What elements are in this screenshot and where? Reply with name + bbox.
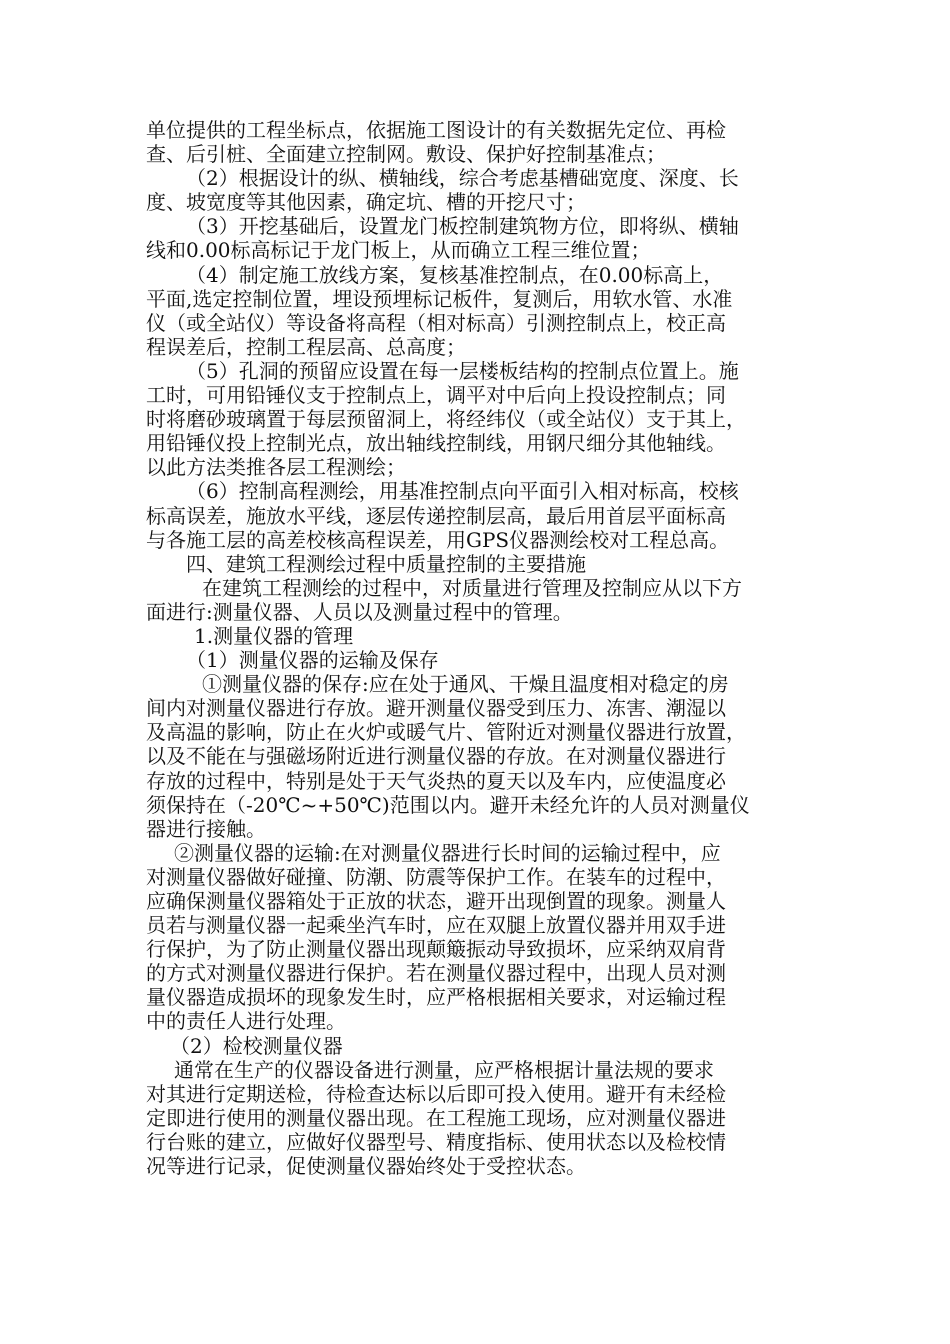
text-line: 的方式对测量仪器进行保护。若在测量仪器过程中，出现人员对测 xyxy=(146,961,726,986)
text-line: 以及不能在与强磁场附近进行测量仪器的存放。在对测量仪器进行 xyxy=(146,744,726,769)
text-line: 量仪器造成损坏的现象发生时，应严格根据相关要求，对运输过程 xyxy=(146,985,726,1010)
text-line: 行保护，为了防止测量仪器出现颠簸振动导致损坏，应采纳双肩背 xyxy=(146,937,726,962)
text-line: 员若与测量仪器一起乘坐汽车时，应在双腿上放置仪器并用双手进 xyxy=(146,913,726,938)
text-line: 器进行接触。 xyxy=(146,816,266,841)
text-line: 定即进行使用的测量仪器出现。在工程施工现场，应对测量仪器进 xyxy=(146,1105,726,1130)
text-line: 间内对测量仪器进行存放。避开测量仪器受到压力、冻害、潮湿以 xyxy=(146,696,726,721)
text-line: 通常在生产的仪器设备进行测量，应严格根据计量法规的要求 xyxy=(174,1057,714,1082)
text-line: （2）根据设计的纵、横轴线，综合考虑基槽础宽度、深度、长 xyxy=(186,166,739,191)
text-line: 程误差后，控制工程层高、总高度； xyxy=(146,334,466,359)
text-line: （6）控制高程测绘，用基准控制点向平面引入相对标高，校核 xyxy=(186,479,739,504)
text-line: 工时，可用铅锤仪支于控制点上，调平对中后向上投设控制点；同 xyxy=(146,383,726,408)
text-line: 与各施工层的高差校核高程误差，用GPS仪器测绘校对工程总高。 xyxy=(146,527,730,552)
document-body xyxy=(146,118,806,1178)
text-line: 对测量仪器做好碰撞、防潮、防震等保护工作。在装车的过程中， xyxy=(146,864,726,889)
text-line: 行台账的建立，应做好仪器型号、精度指标、使用状态以及检校情 xyxy=(146,1129,726,1154)
text-line: ①测量仪器的保存:应在处于通风、干燥且温度相对稳定的房 xyxy=(202,672,729,697)
text-line: 须保持在（-20℃~+50℃)范围以内。避开未经允许的人员对测量仪 xyxy=(146,792,750,817)
text-line: 标高误差，施放水平线，逐层传递控制层高，最后用首层平面标高 xyxy=(146,503,726,528)
text-line: 在建筑工程测绘的过程中，对质量进行管理及控制应从以下方 xyxy=(202,575,742,600)
text-line: （5）孔洞的预留应设置在每一层楼板结构的控制点位置上。施 xyxy=(186,358,739,383)
text-line: 及高温的影响，防止在火炉或暖气片、管附近对测量仪器进行放置， xyxy=(146,720,746,745)
text-line: 平面,选定控制位置，埋设预埋标记板件，复测后，用软水管、水准 xyxy=(146,286,733,311)
text-line: 面进行:测量仪器、人员以及测量过程中的管理。 xyxy=(146,599,573,624)
text-line: ②测量仪器的运输:在对测量仪器进行长时间的运输过程中，应 xyxy=(174,840,721,865)
text-line: 应确保测量仪器箱处于正放的状态，避开出现倒置的现象。测量人 xyxy=(146,889,726,913)
text-line: （3）开挖基础后，设置龙门板控制建筑物方位，即将纵、横轴 xyxy=(186,214,739,239)
text-line: 中的责任人进行处理。 xyxy=(146,1009,346,1034)
text-line: 对其进行定期送检，待检查达标以后即可投入使用。避开有未经检 xyxy=(146,1081,726,1106)
text-line: 1.测量仪器的管理 xyxy=(194,623,354,648)
text-line: 度、坡宽度等其他因素，确定坑、槽的开挖尺寸； xyxy=(146,190,586,215)
text-line: （4）制定施工放线方案，复核基准控制点，在0.00标高上， xyxy=(186,262,724,287)
text-line: 仪（或全站仪）等设备将高程（相对标高）引测控制点上，校正高 xyxy=(146,310,726,335)
text-line: 查、后引桩、全面建立控制网。敷设、保护好控制基准点； xyxy=(146,142,666,167)
text-line: 单位提供的工程坐标点，依据施工图设计的有关数据先定位、再检 xyxy=(146,118,726,142)
text-line: （2）检校测量仪器 xyxy=(170,1033,343,1058)
text-line: 况等进行记录，促使测量仪器始终处于受控状态。 xyxy=(146,1154,586,1179)
text-line: 四、建筑工程测绘过程中质量控制的主要措施 xyxy=(186,551,586,576)
text-line: 线和0.00标高标记于龙门板上，从而确立工程三维位置； xyxy=(146,238,651,263)
text-line: 存放的过程中，特别是处于天气炎热的夏天以及车内，应使温度必 xyxy=(146,768,726,793)
text-line: （1）测量仪器的运输及保存 xyxy=(186,648,439,673)
text-line: 以此方法类推各层工程测绘； xyxy=(146,455,406,480)
text-line: 时将磨砂玻璃置于每层预留洞上，将经纬仪（或全站仪）支于其上， xyxy=(146,407,746,432)
text-line: 用铅锤仪投上控制光点，放出轴线控制线，用钢尺细分其他轴线。 xyxy=(146,431,726,456)
